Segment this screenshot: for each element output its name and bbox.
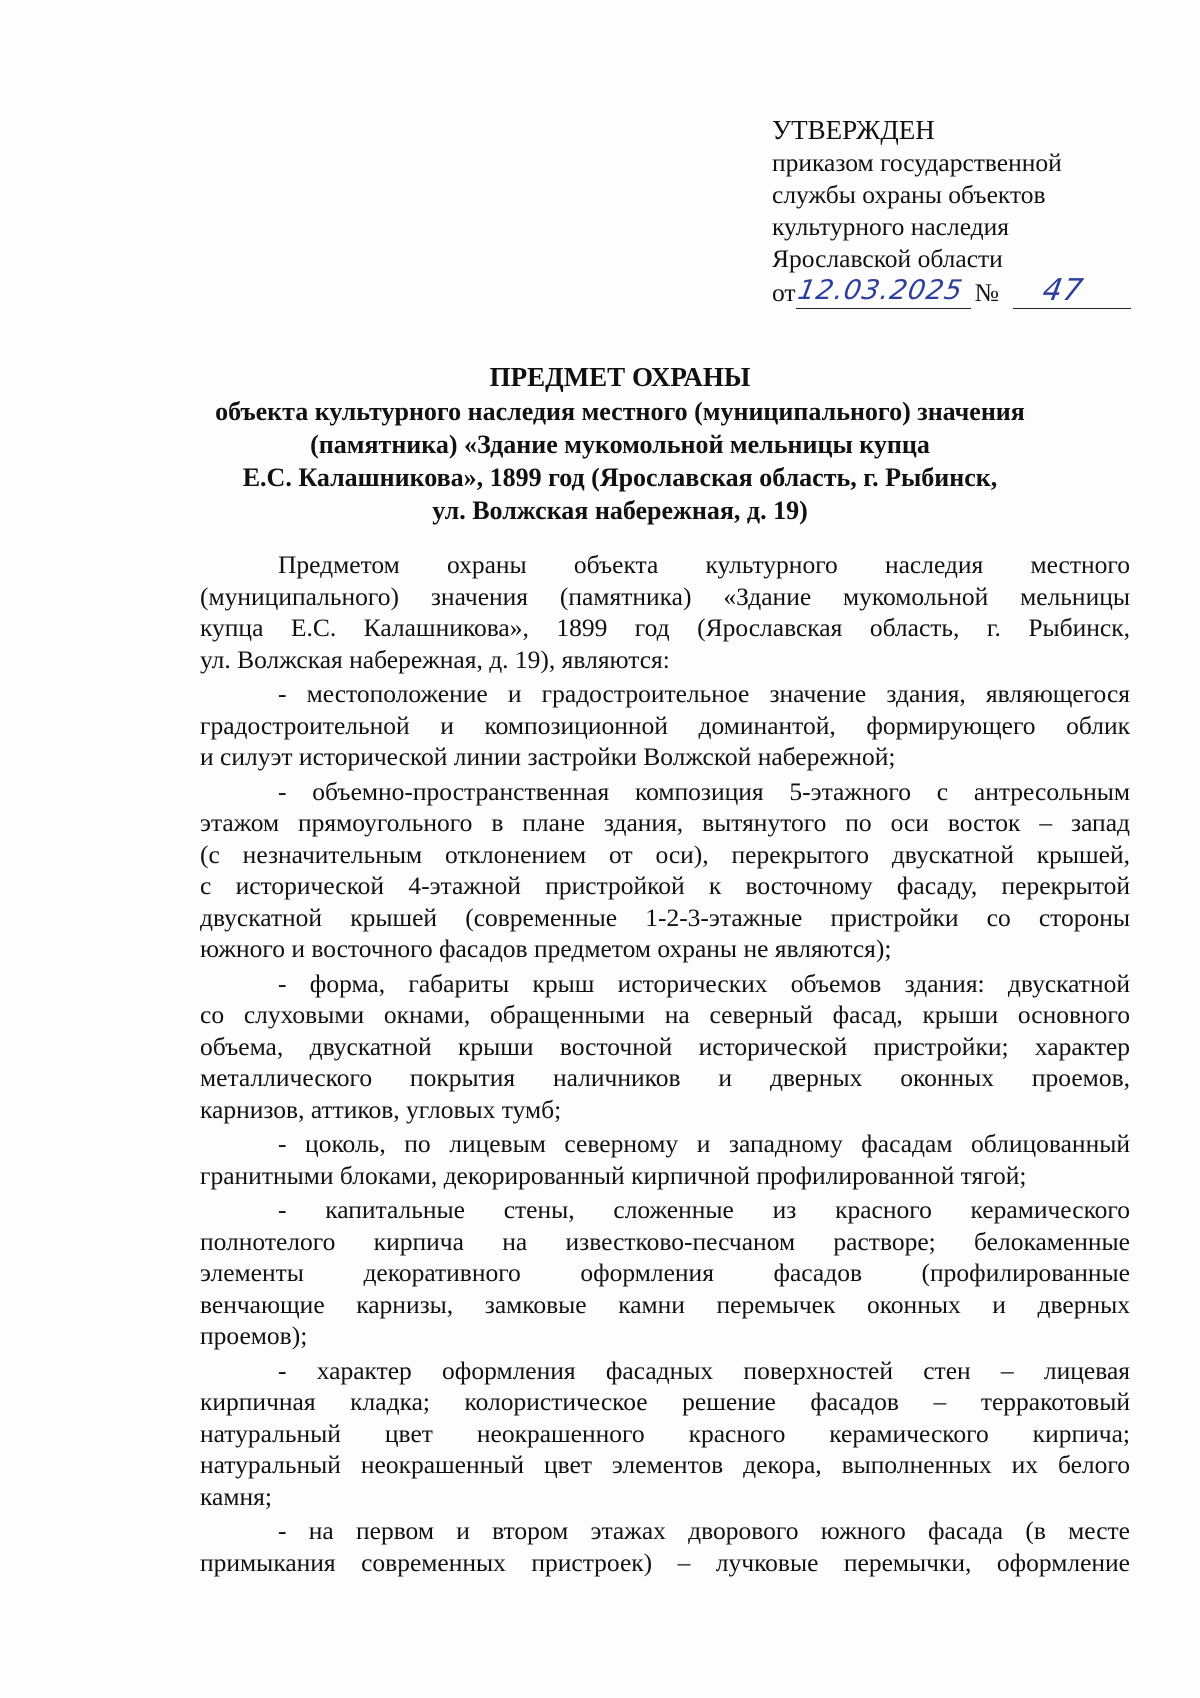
list-item	[200, 1355, 1130, 1513]
text-line: кирпичная кладка; колористическое решение фасадов – терракотовый	[200, 1387, 1130, 1416]
document-title-block	[180, 361, 1060, 527]
text-line: Предметом охраны объекта культурного наследия местного	[278, 550, 1130, 579]
document-title: ПРЕДМЕТ ОХРАНЫ	[489, 362, 751, 392]
approval-line: культурного наследия	[772, 212, 1010, 241]
text-line: (муниципального) значения (памятника) «Здание мукомольной мельницы	[200, 581, 1130, 611]
text-line: и силуэт исторической линии застройки Волжской набережной;	[200, 742, 896, 771]
text-line: со слуховыми окнами, обращенными на северный фасад, крыши основного	[200, 1000, 1130, 1029]
list-item	[200, 776, 1130, 965]
list-item	[200, 1128, 1130, 1191]
text-line: - характер оформления фасадных поверхностей стен – лицевая	[278, 1355, 1130, 1385]
list-item	[200, 1194, 1130, 1352]
title-line: (памятника) «Здание мукомольной мельницы купца	[310, 430, 930, 459]
intro-paragraph	[200, 549, 1130, 675]
title-line: объекта культурного наследия местного (муниципального) значения	[215, 397, 1025, 426]
text-line: натуральный неокрашенный цвет элементов декора, выполненных их белого	[200, 1450, 1130, 1479]
text-line: венчающие карнизы, замковые камни перемычек оконных и дверных	[200, 1289, 1130, 1319]
number-sign: №	[974, 278, 999, 307]
text-line: полнотелого кирпича на известково-песчаном растворе; белокаменные	[200, 1226, 1130, 1256]
list-item	[200, 1515, 1130, 1578]
date-prefix: от	[772, 278, 796, 307]
text-line: с исторической 4-этажной пристройкой к восточному фасаду, перекрытой	[200, 871, 1130, 900]
approval-heading: УТВЕРЖДЕН	[772, 115, 935, 145]
approval-block	[772, 114, 1132, 309]
text-line: южного и восточного фасадов предметом охраны не являются);	[200, 934, 892, 963]
text-line: двускатной крышей (современные 1-2-3-этажные пристройки со стороны	[200, 902, 1130, 932]
text-line: камня;	[200, 1481, 272, 1511]
text-line: ул. Волжская набережная, д. 19), являются:	[200, 644, 670, 674]
text-line: - капитальные стены, сложенные из красного керамического	[278, 1195, 1130, 1224]
approval-line: службы охраны объектов	[772, 180, 1046, 209]
text-line: купца Е.С. Калашникова», 1899 год (Ярославская область, г. Рыбинск,	[200, 613, 1130, 642]
handwritten-date: 12.03.2025	[794, 275, 965, 306]
approval-line: Ярославской области	[772, 244, 1003, 273]
title-line: ул. Волжская набережная, д. 19)	[432, 496, 808, 525]
text-line: - объемно-пространственная композиция 5-этажного с антресольным	[278, 776, 1130, 806]
approval-line: приказом государственной	[772, 148, 1062, 177]
text-line: - местоположение и градостроительное значение здания, являющегося	[278, 679, 1130, 708]
text-line: объема, двускатной крыши восточной исторической пристройки; характер	[200, 1031, 1130, 1061]
text-line: карнизов, аттиков, угловых тумб;	[200, 1094, 562, 1124]
text-line: гранитными блоками, декорированный кирпичной профилированной тягой;	[200, 1160, 1027, 1190]
text-line: - форма, габариты крыш исторических объемов здания: двускатной	[278, 968, 1130, 998]
text-line: натуральный цвет неокрашенного красного керамического кирпича;	[200, 1418, 1130, 1448]
order-number-field	[1013, 273, 1131, 309]
text-line: (с незначительным отклонением от оси), перекрытого двускатной крышей,	[200, 839, 1130, 869]
text-line: проемов);	[200, 1321, 308, 1350]
order-date-number-row	[772, 273, 1132, 309]
text-line: градостроительной и композиционной доминантой, формирующего облик	[200, 710, 1130, 740]
text-line: примыкания современных пристроек) – лучковые перемычки, оформление	[200, 1547, 1130, 1577]
text-line: - цоколь, по лицевым северному и западному фасадам облицованный	[278, 1129, 1130, 1158]
list-item	[200, 968, 1130, 1126]
text-line: элементы декоративного оформления фасадов (профилированные	[200, 1258, 1130, 1287]
document-body	[200, 549, 1130, 1578]
list-item	[200, 678, 1130, 773]
handwritten-number: 47	[1039, 273, 1087, 308]
text-line: этажом прямоугольного в плане здания, вытянутого по оси восток – запад	[200, 808, 1130, 837]
order-date-field	[794, 275, 971, 309]
text-line: - на первом и втором этажах дворового южного фасада (в месте	[278, 1516, 1130, 1545]
title-line: Е.С. Калашникова», 1899 год (Ярославская область, г. Рыбинск,	[242, 463, 998, 492]
text-line: металлического покрытия наличников и дверных оконных проемов,	[200, 1063, 1130, 1092]
